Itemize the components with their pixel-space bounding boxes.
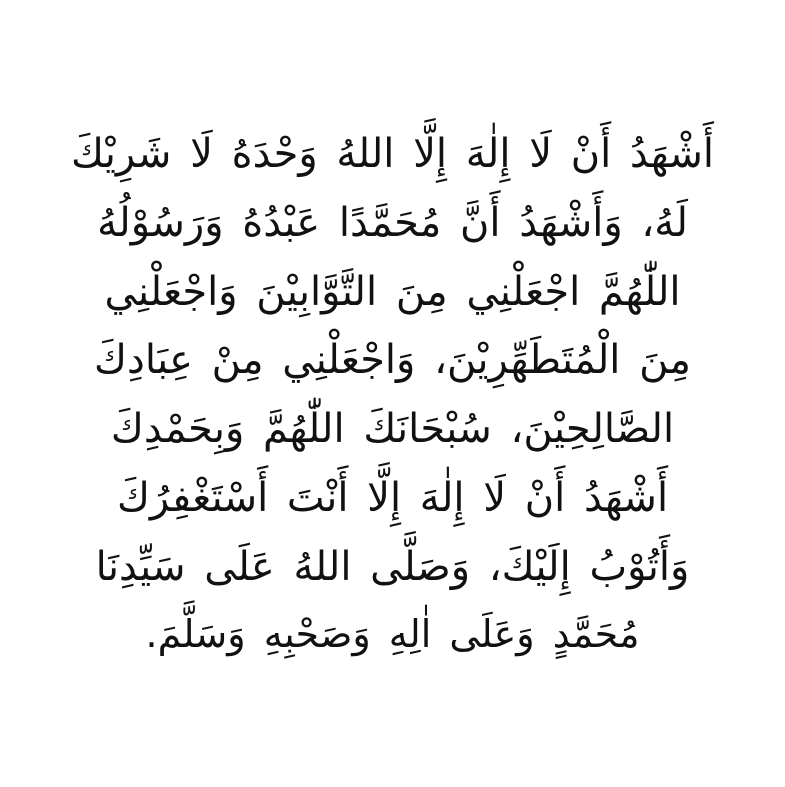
arabic-line: مِنَ الْمُتَطَهِّرِيْنَ، وَاجْعَلْنِي مِنْ عِبَادِكَ xyxy=(94,337,691,384)
arabic-line: لَهُ، وَأَشْهَدُ أَنَّ مُحَمَّدًا عَبْدُهُ وَرَسُوْلُهُ xyxy=(97,199,688,246)
arabic-passage xyxy=(34,120,751,667)
arabic-line: أَشْهَدُ أَنْ لَا إِلٰهَ إِلَّا اللهُ وَحْدَهُ لَا شَرِيْكَ xyxy=(71,131,714,178)
arabic-line: اللّٰهُمَّ اجْعَلْنِي مِنَ التَّوَّابِيْنَ وَاجْعَلْنِي xyxy=(104,268,681,315)
arabic-line: الصَّالِحِيْنَ، سُبْحَانَكَ اللّٰهُمَّ وَبِحَمْدِكَ xyxy=(110,406,675,453)
arabic-line: وَأَتُوْبُ إِلَيْكَ، وَصَلَّى اللهُ عَلَى سَيِّدِنَا xyxy=(95,543,690,590)
arabic-line: مُحَمَّدٍ وَعَلَى اٰلِهِ وَصَحْبِهِ وَسَلَّمَ. xyxy=(145,611,640,656)
arabic-line: أَشْهَدُ أَنْ لَا إِلٰهَ إِلَّا أَنْتَ أَسْتَغْفِرُكَ xyxy=(116,475,669,522)
